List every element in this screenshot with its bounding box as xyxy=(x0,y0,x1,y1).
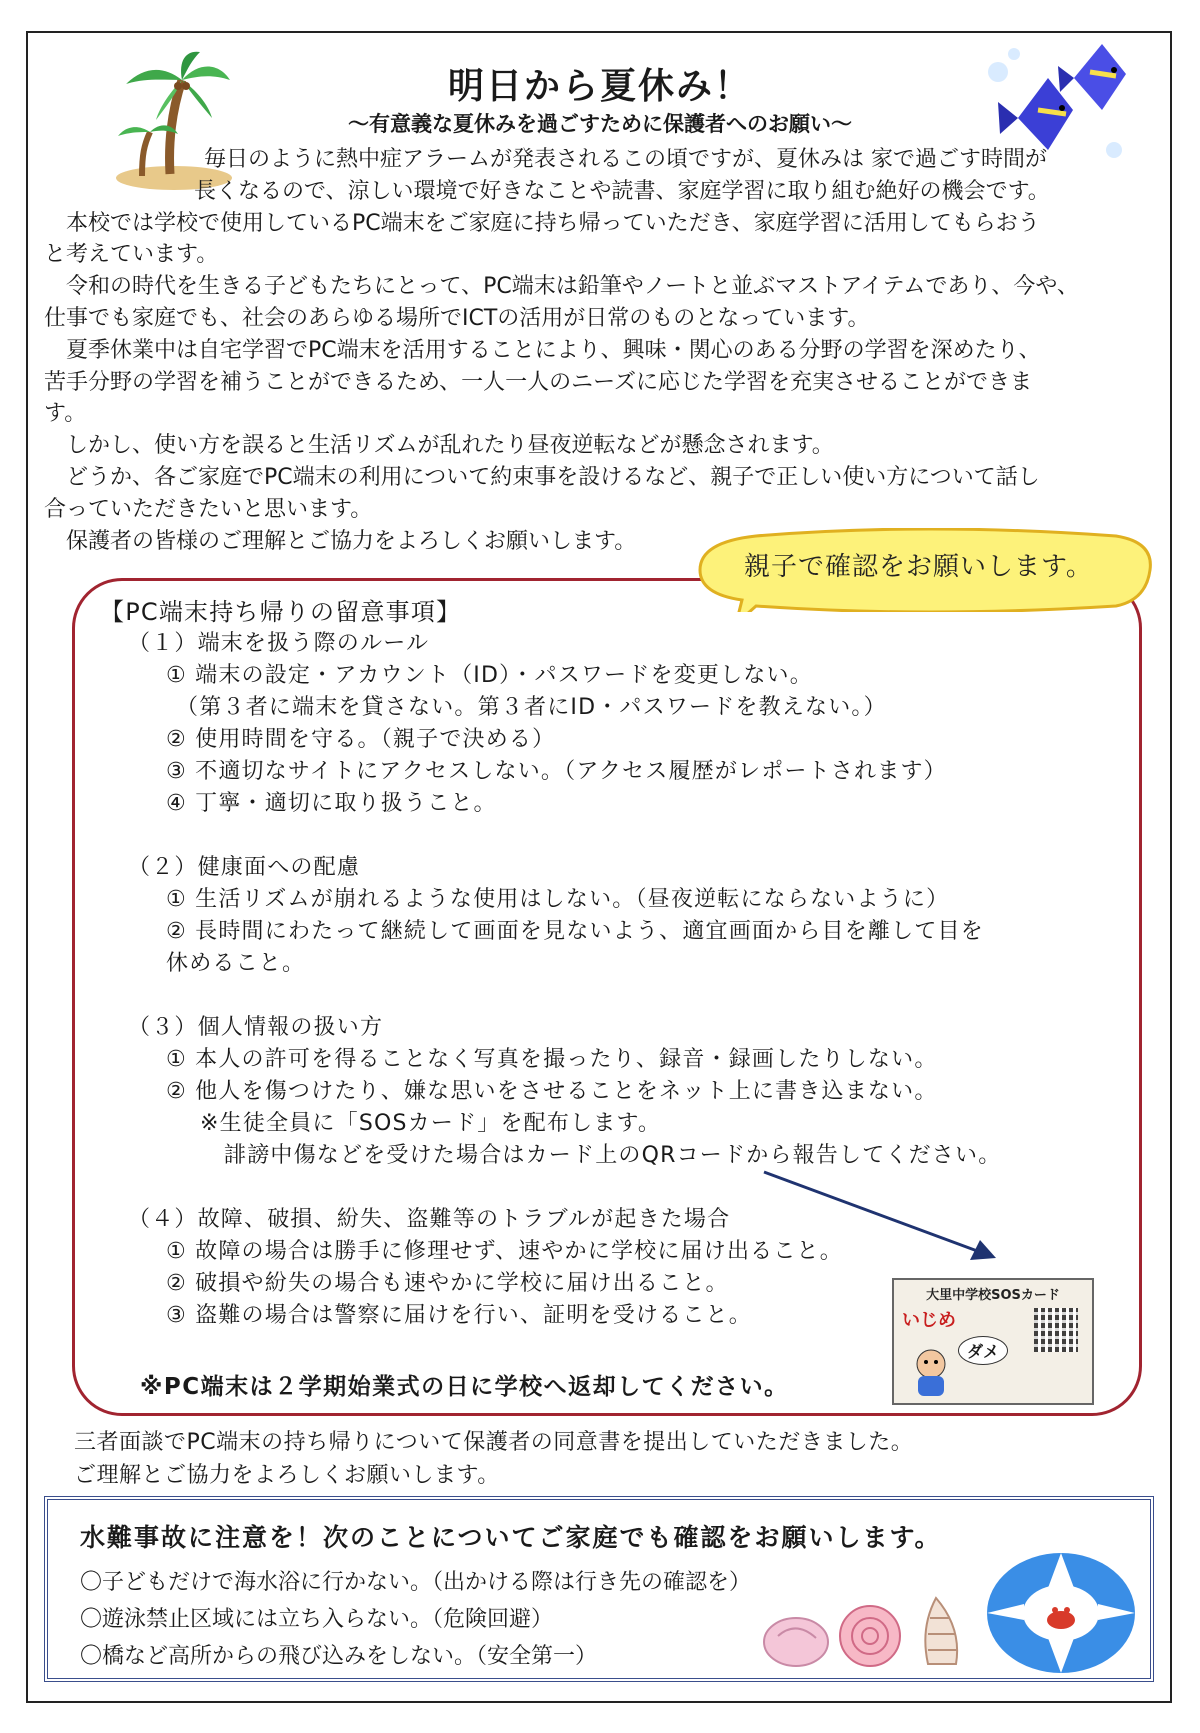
rule-item: ② 他人を傷つけたり、嫌な思いをさせることをネット上に書き込まない。 xyxy=(166,1079,938,1104)
sos-card-ijime: いじめ xyxy=(902,1310,956,1331)
rule-note: ※生徒全員に「SOSカード」を配布します。 xyxy=(200,1111,662,1136)
closing-line: 三者面談でPC端末の持ち帰りについて保護者の同意書を提出していただきました。 xyxy=(74,1430,914,1455)
intro-text xyxy=(44,144,1164,557)
water-safety-item: 〇子どもだけで海水浴に行かない。（出かける際は行き先の確認を） xyxy=(80,1570,752,1595)
intro-line: 夏季休業中は自宅学習でPC端末を活用することにより、興味・関心のある分野の学習を深めたり、 xyxy=(66,337,1041,363)
section-title: （２）健康面への配慮 xyxy=(128,855,361,880)
water-safety-title: 水難事故に注意を！次のことについてご家庭でも確認をお願いします。 xyxy=(80,1523,942,1552)
section-title: （１）端末を扱う際のルール xyxy=(128,631,430,656)
page-subtitle: ～有意義な夏休みを過ごすために保護者へのお願い～ xyxy=(348,112,852,136)
rules-heading: 【PC端末持ち帰りの留意事項】 xyxy=(100,598,462,626)
mascot-icon xyxy=(908,1346,954,1398)
water-safety-list xyxy=(80,1564,751,1675)
rule-item: ① 端末の設定・アカウント（ID）・パスワードを変更しない。 xyxy=(166,663,813,688)
rule-item: ③ 不適切なサイトにアクセスしない。（アクセス履歴がレポートされます） xyxy=(166,759,947,784)
return-notice: ※PC端末は２学期始業式の日に学校へ返却してください。 xyxy=(140,1374,789,1400)
rule-item: ③ 盗難の場合は警察に届けを行い、証明を受けること。 xyxy=(166,1303,752,1328)
rule-item: ① 本人の許可を得ることなく写真を撮ったり、録音・録画したりしない。 xyxy=(166,1047,938,1072)
intro-line: 合っていただきたいと思います。 xyxy=(44,496,373,522)
bubble-text: 親子で確認をお願いします。 xyxy=(744,552,1093,582)
sos-card-image xyxy=(892,1278,1094,1405)
intro-line: 長くなるので、涼しい環境で好きなことや読書、家庭学習に取り組む絶好の機会です。 xyxy=(194,178,1050,204)
intro-line: 苦手分野の学習を補うことができるため、一人一人のニーズに応じた学習を充実させることができま xyxy=(44,369,1033,395)
rule-item: ① 故障の場合は勝手に修理せず、速やかに学校に届け出ること。 xyxy=(166,1239,843,1264)
closing-line: ご理解とご協力をよろしくお願いします。 xyxy=(74,1463,500,1488)
water-safety-item: 〇遊泳禁止区域には立ち入らない。（危険回避） xyxy=(80,1607,554,1632)
intro-line: 令和の時代を生きる子どもたちにとって、PC端末は鉛筆やノートと並ぶマストアイテムであり、今や、 xyxy=(66,274,1079,300)
intro-line: 保護者の皆様のご理解とご協力をよろしくお願いします。 xyxy=(66,528,637,554)
intro-line: しかし、使い方を誤ると生活リズムが乱れたり昼夜逆転などが懸念されます。 xyxy=(66,433,834,459)
swim-ring-icon xyxy=(984,1548,1138,1678)
rule-item: 休めること。 xyxy=(166,951,306,976)
section-title: （３）個人情報の扱い方 xyxy=(128,1015,384,1040)
water-safety-item: 〇橋など高所からの飛び込みをしない。（安全第一） xyxy=(80,1644,598,1669)
rule-item: ① 生活リズムが崩れるような使用はしない。（昼夜逆転にならないように） xyxy=(166,887,950,912)
intro-line: 仕事でも家庭でも、社会のあらゆる場所でICTの活用が日常のものとなっています。 xyxy=(44,305,870,331)
intro-line: 本校では学校で使用しているPC端末をご家庭に持ち帰っていただき、家庭学習に活用してもらおう xyxy=(66,210,1040,236)
rule-item: ④ 丁寧・適切に取り扱うこと。 xyxy=(166,791,497,816)
sos-card-title: 大里中学校SOSカード xyxy=(926,1288,1060,1303)
section-title: （４）故障、破損、紛失、盗難等のトラブルが起きた場合 xyxy=(128,1207,731,1232)
rule-item: ② 長時間にわたって継続して画面を見ないよう、適宜画面から目を離して目を xyxy=(166,919,984,944)
shells-icon xyxy=(760,1588,980,1674)
page-title: 明日から夏休み！ xyxy=(447,66,752,107)
rule-note: 誹謗中傷などを受けた場合はカード上のQRコードから報告してください。 xyxy=(224,1143,1002,1168)
rule-item: ② 破損や紛失の場合も速やかに学校に届け出ること。 xyxy=(166,1271,729,1296)
intro-line: 毎日のように熱中症アラームが発表されるこの頃ですが、夏休みは 家で過ごす時間が xyxy=(204,147,1047,172)
intro-line: と考えています。 xyxy=(44,242,219,268)
arrow-icon xyxy=(760,1168,1000,1264)
rule-item: ② 使用時間を守る。（親子で決める） xyxy=(166,727,556,752)
rule-item: （第３者に端末を貸さない。第３者にID・パスワードを教えない。） xyxy=(176,695,887,720)
sos-card-dame: ダメ xyxy=(958,1336,1008,1365)
closing-text xyxy=(74,1426,913,1492)
intro-line: す。 xyxy=(44,401,87,427)
intro-line: どうか、各ご家庭でPC端末の利用について約束事を設けるなど、親子で正しい使い方について話し xyxy=(66,464,1040,490)
